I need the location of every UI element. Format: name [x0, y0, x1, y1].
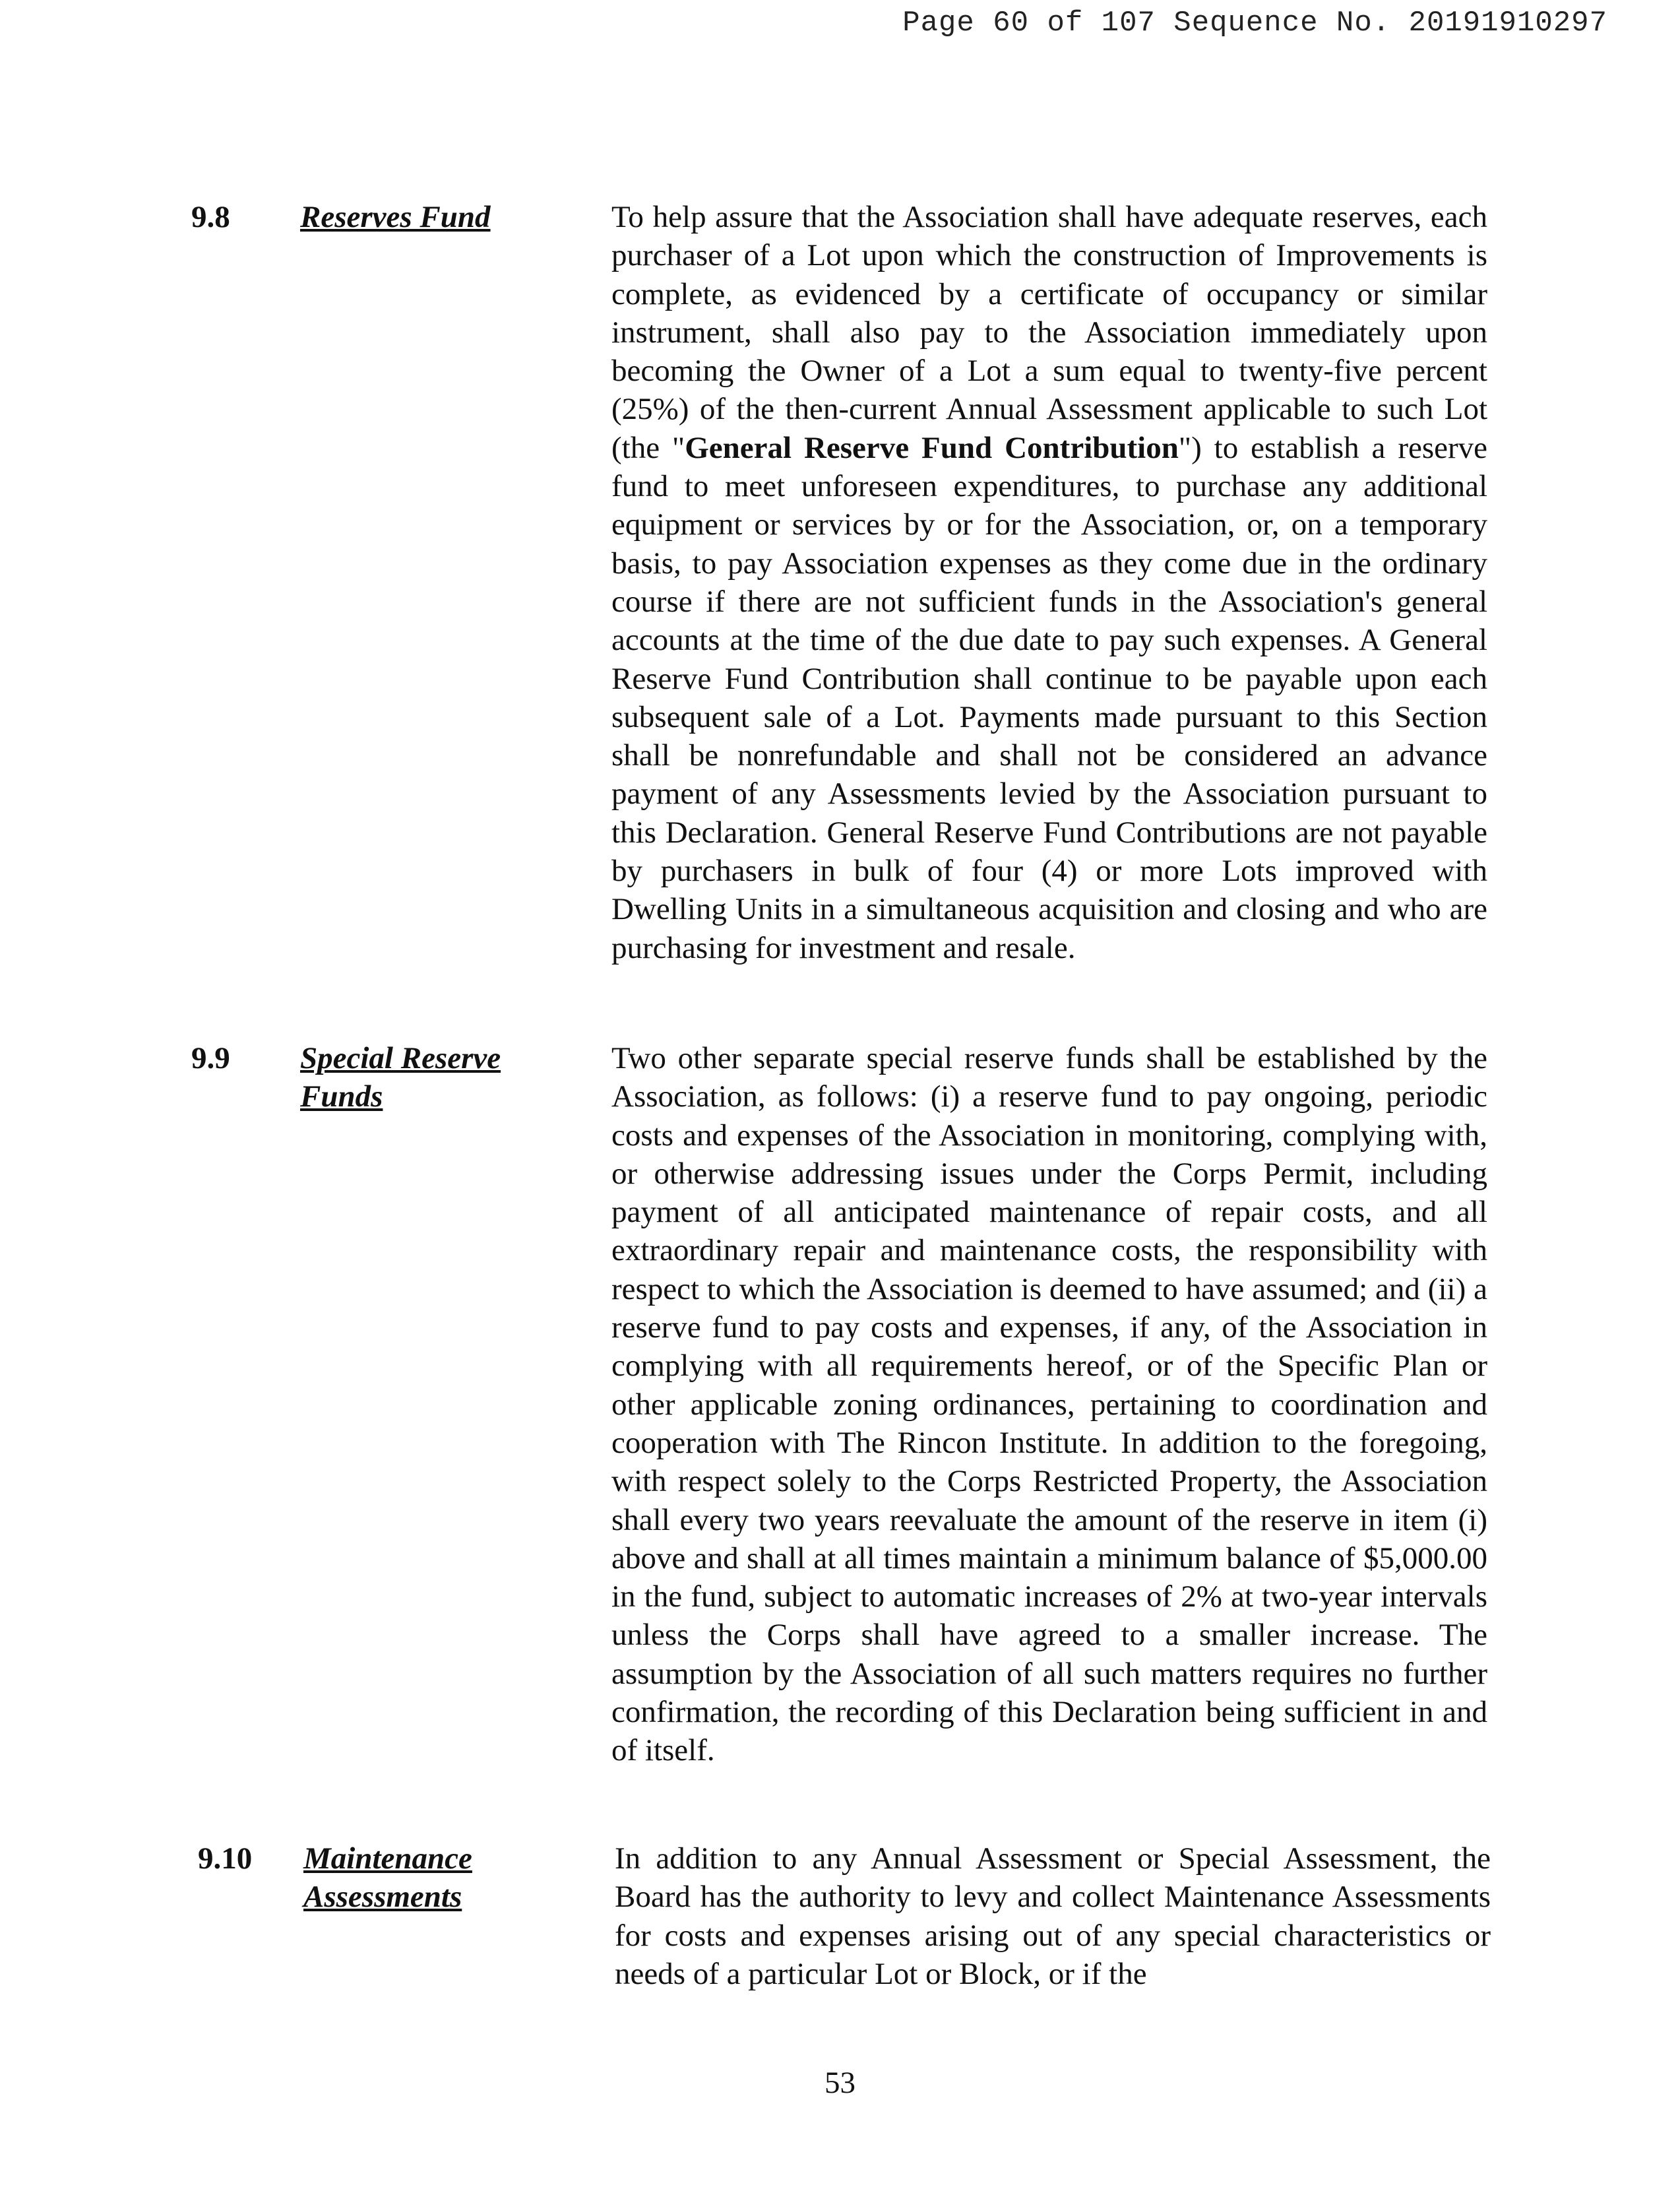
section-title-line: Funds — [300, 1079, 383, 1114]
section-number: 9.9 — [191, 1041, 230, 1075]
section-number: 9.10 — [198, 1841, 253, 1876]
section-title-line: Reserves Fund — [300, 200, 491, 234]
section-title — [300, 198, 564, 236]
section-title-line: Special Reserve — [300, 1041, 501, 1075]
section-title-line: Maintenance — [303, 1841, 472, 1876]
section-title — [300, 1039, 564, 1116]
section-body-text: To help assure that the Association shall have adequate reserves, each purchaser of a Lot upon which the construction of Improvements is complete, as evidenced by a certificate of occupancy or similar instrument, shall also pay to the Association immediately upon becoming the Owner of a Lot a sum equal to twenty-five percent (25%) of the then-current Annual Assessment applicable to such Lot (the " — [611, 200, 1487, 465]
section-body: In addition to any Annual Assessment or Special Assessment, the Board has the authority to levy and collect Maintenance Assessments for costs and expenses arising out of any special characteristics or needs of a particular Lot or Block, or if the — [615, 1841, 1491, 1991]
section-body: Two other separate special reserve funds shall be established by the Association, as follows: (i) a reserve fund to pay ongoing, periodic costs and expenses of the Association in monitoring, complying with, or otherwise addressing issues under the Corps Permit, including payment of all anticipated maintenance of repair costs, and all extraordinary repair and maintenance costs, the responsibility with respect to which the Association is deemed to have assumed; and (ii) a reserve fund to pay costs and expenses, if any, of the Association in complying with all requirements hereof, or of the Specific Plan or other applicable zoning ordinances, pertaining to coordination and cooperation with The Rincon Institute. In addition to the foregoing, with respect solely to the Corps Restricted Property, the Association shall every two years reevaluate the amount of the reserve in item (i) above and shall at all times maintain a minimum balance of $5,000.00 in the fund, subject to automatic increases of 2% at two-year intervals unless the Corps shall have agreed to a smaller increase. The assumption by the Association of all such matters requires no further confirmation, the recording of this Declaration being sufficient in and of itself. — [611, 1041, 1487, 1768]
page-header: Page 60 of 107 Sequence No. 20191910297 — [902, 7, 1607, 40]
section-number: 9.8 — [191, 200, 230, 234]
defined-term: General Reserve Fund Contribution — [685, 430, 1179, 465]
section-body-text: ") to establish a reserve fund to meet unforeseen expenditures, to purchase any additional equipment or services by or for the Association, or, on a temporary basis, to pay Association expenses as they come due in the ordinary course if there are not sufficient funds in the Association's general accounts at the time of the due date to pay such expenses. A General Reserve Fund Contribution shall continue to be payable upon each subsequent sale of a Lot. Payments made pursuant to this Section shall be nonrefundable and shall not be considered an advance payment of any Assessments levied by the Association pursuant to this Declaration. General Reserve Fund Contributions are not payable by purchasers in bulk of four (4) or more Lots improved with Dwelling Units in a simultaneous acquisition and closing and who are purchasing for investment and resale. — [611, 430, 1487, 965]
section-title-line: Assessments — [303, 1880, 462, 1914]
section-body — [611, 198, 1487, 967]
page-number: 53 — [824, 2066, 856, 2100]
section-title — [303, 1839, 567, 1916]
